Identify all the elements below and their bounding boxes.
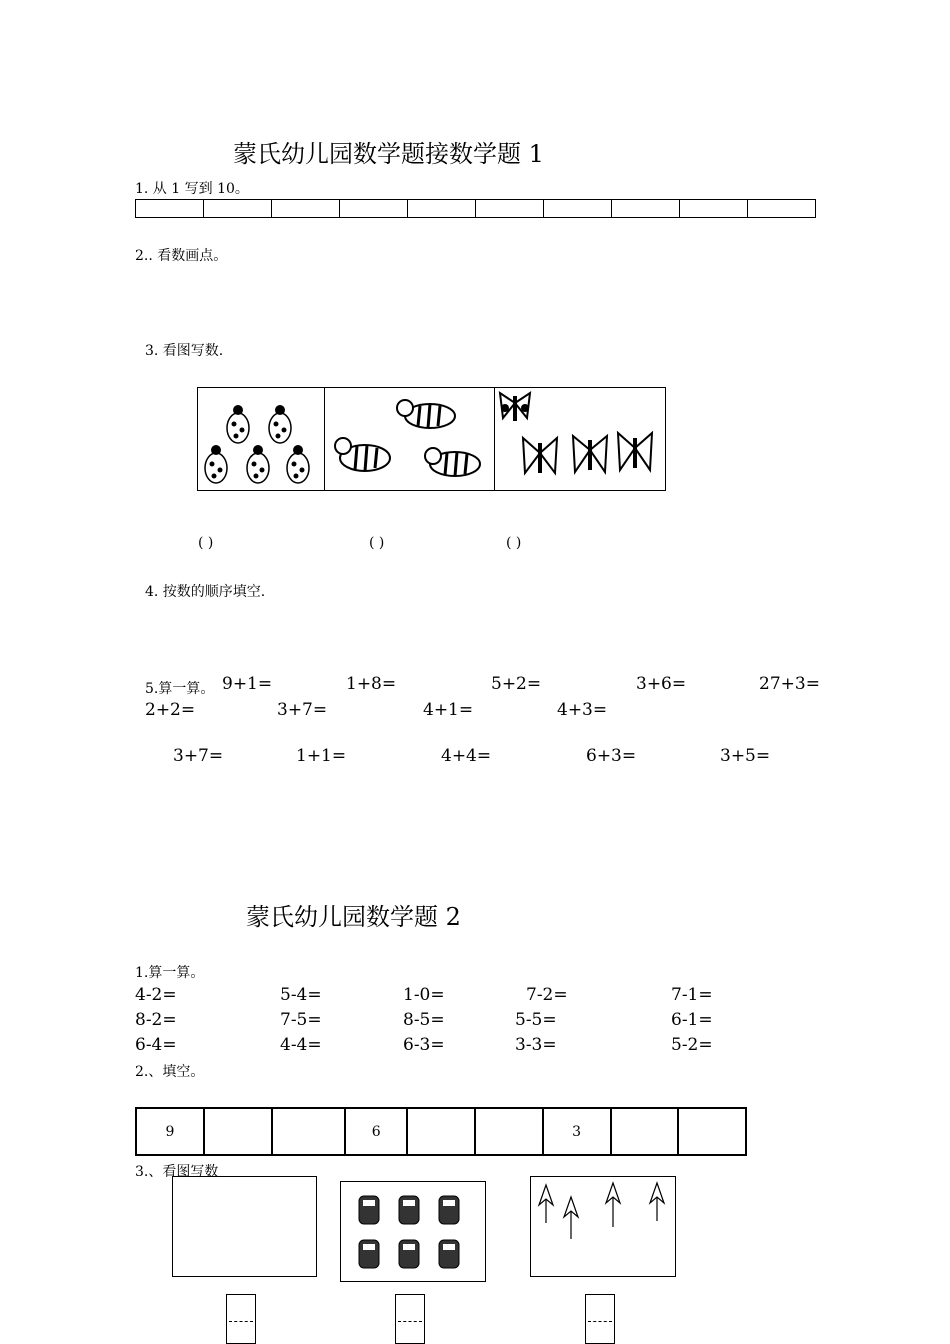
- equation: 3+6=: [636, 674, 687, 694]
- equation: 5+2=: [491, 674, 542, 694]
- q1-label: 1. 从 1 写到 10。: [135, 181, 249, 197]
- equation: 3+5=: [720, 746, 771, 766]
- grid-cell[interactable]: [272, 200, 340, 218]
- equation: 3+7=: [277, 700, 328, 720]
- fill-cell[interactable]: 9: [136, 1108, 204, 1155]
- equation: 8-2=: [135, 1010, 177, 1030]
- flower-icon: [531, 1177, 675, 1276]
- equation: 4-2=: [135, 985, 177, 1005]
- answer-box[interactable]: [395, 1294, 425, 1344]
- p2-q2-label: 2.、填空。: [135, 1064, 205, 1080]
- p2-q1-label: 1.算一算。: [135, 965, 205, 981]
- equation: 5-4=: [280, 985, 322, 1005]
- answer-box[interactable]: [226, 1294, 256, 1344]
- picture-strip: [197, 387, 666, 491]
- equation: 4-4=: [280, 1035, 322, 1055]
- fill-cell[interactable]: [475, 1108, 543, 1155]
- equation: 6-4=: [135, 1035, 177, 1055]
- bag-icon: [341, 1182, 485, 1281]
- grid-cell[interactable]: [612, 200, 680, 218]
- equation: 4+1=: [423, 700, 474, 720]
- write-1-to-10-grid: [135, 199, 816, 218]
- equation: 5-5=: [515, 1010, 557, 1030]
- equation: 1-0=: [403, 985, 445, 1005]
- cat-icon: [325, 388, 493, 490]
- grid-cell[interactable]: [136, 200, 204, 218]
- q4-label: 4. 按数的顺序填空.: [145, 584, 266, 600]
- flowers-picture-box: [530, 1176, 676, 1277]
- q2-label: 2.. 看数画点。: [135, 248, 228, 264]
- q5-label: 5.算一算。: [145, 681, 215, 697]
- page1-title: 蒙氏幼儿园数学题接数学题 1: [233, 140, 544, 168]
- grid-cell[interactable]: [476, 200, 544, 218]
- equation: 1+8=: [346, 674, 397, 694]
- p2-q3-label: 3.、看图写数: [135, 1164, 219, 1180]
- equation: 27+3=: [759, 674, 820, 694]
- equation: 6+3=: [586, 746, 637, 766]
- equation: 7-2=: [526, 985, 568, 1005]
- fill-cell[interactable]: [272, 1108, 345, 1155]
- fill-cell[interactable]: [407, 1108, 475, 1155]
- ladybugs-panel: [198, 388, 325, 490]
- equation: 3-3=: [515, 1035, 557, 1055]
- answer-box[interactable]: [585, 1294, 615, 1344]
- fill-in-grid: [135, 1107, 747, 1156]
- q3-label: 3. 看图写数.: [145, 343, 224, 359]
- butterfly-icon: [495, 388, 663, 490]
- fill-cell[interactable]: [678, 1108, 746, 1155]
- equation: 9+1=: [222, 674, 273, 694]
- equation: 8-5=: [403, 1010, 445, 1030]
- equation: 1+1=: [296, 746, 347, 766]
- page2-title: 蒙氏幼儿园数学题 2: [246, 903, 461, 931]
- fill-cell[interactable]: [204, 1108, 272, 1155]
- equation: 6-1=: [671, 1010, 713, 1030]
- grid-cell[interactable]: [544, 200, 612, 218]
- empty-picture-box: [172, 1176, 317, 1277]
- ladybug-icon: [198, 388, 323, 490]
- answer-blank[interactable]: ( ): [506, 535, 522, 551]
- equation: 4+3=: [557, 700, 608, 720]
- cats-panel: [325, 388, 495, 490]
- fill-cell[interactable]: [611, 1108, 679, 1155]
- equation: 4+4=: [441, 746, 492, 766]
- fill-cell[interactable]: 3: [543, 1108, 611, 1155]
- equation: 7-5=: [280, 1010, 322, 1030]
- grid-cell[interactable]: [680, 200, 748, 218]
- grid-cell[interactable]: [204, 200, 272, 218]
- grid-cell[interactable]: [340, 200, 408, 218]
- equation: 5-2=: [671, 1035, 713, 1055]
- equation: 6-3=: [403, 1035, 445, 1055]
- grid-cell[interactable]: [408, 200, 476, 218]
- equation: 7-1=: [671, 985, 713, 1005]
- answer-blank[interactable]: ( ): [369, 535, 385, 551]
- answer-blank[interactable]: ( ): [198, 535, 214, 551]
- equation: 3+7=: [173, 746, 224, 766]
- grid-cell[interactable]: [748, 200, 816, 218]
- butterflies-panel: [495, 388, 665, 490]
- bags-picture-box: [340, 1181, 486, 1282]
- fill-cell[interactable]: 6: [345, 1108, 407, 1155]
- equation: 2+2=: [145, 700, 196, 720]
